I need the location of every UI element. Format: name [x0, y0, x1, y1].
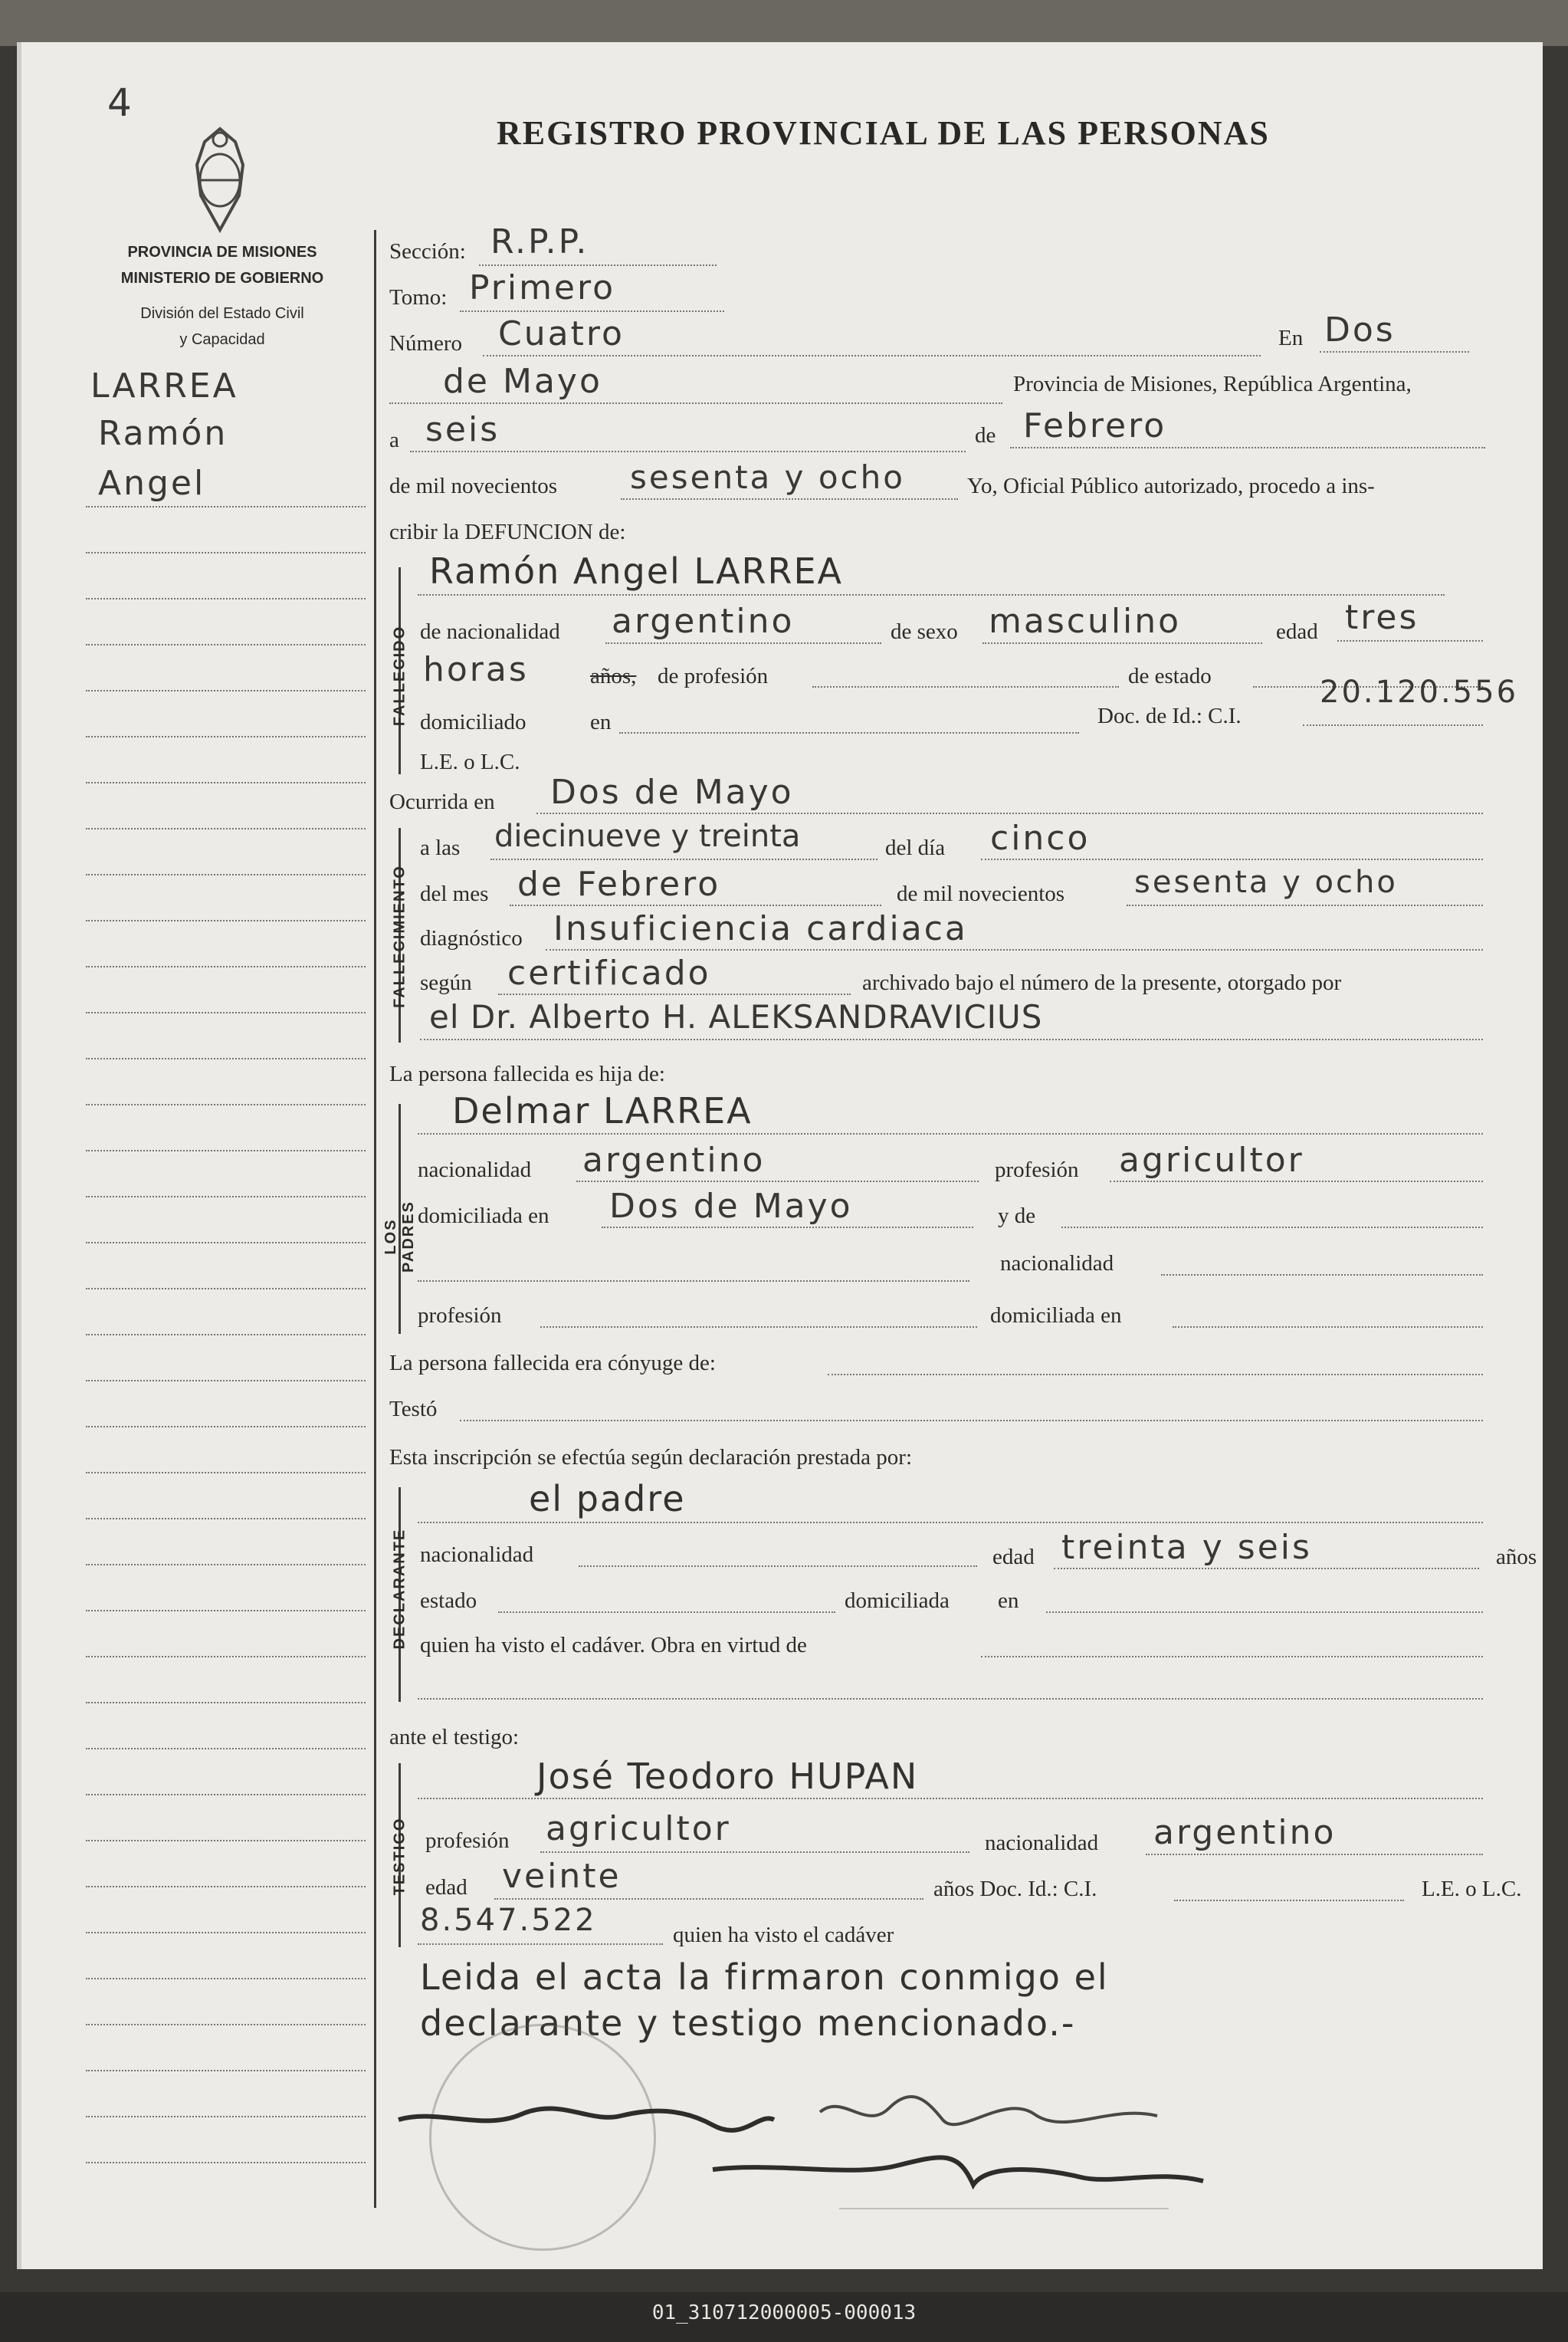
line — [479, 264, 717, 266]
label-padre-profesion: profesión — [995, 1158, 1079, 1182]
header-capacity: y Capacidad — [179, 331, 265, 348]
header-division: División del Estado Civil — [140, 305, 304, 322]
line — [576, 1181, 979, 1182]
label-testigo-quien-visto: quien ha visto el cadáver — [673, 1923, 894, 1947]
label-madre-domiciliada: domiciliada en — [990, 1303, 1122, 1328]
line — [1173, 1326, 1483, 1328]
margin-ruled-line — [86, 1334, 366, 1335]
value-lugar: de Mayo — [443, 362, 602, 401]
line — [418, 1522, 1483, 1523]
value-ocurrida: Dos de Mayo — [550, 773, 794, 812]
margin-ruled-line — [86, 690, 366, 691]
label-declarante-domiciliada: domiciliada — [845, 1588, 950, 1613]
margin-ruled-line — [86, 1518, 366, 1519]
value-anio-fallecimiento: sesenta y ocho — [1134, 865, 1398, 900]
margin-ruled-line — [86, 2024, 366, 2025]
label-oficial: Yo, Oficial Público autorizado, procedo a ins- — [967, 474, 1375, 498]
margin-ruled-line — [86, 874, 366, 875]
label-de: de — [975, 423, 996, 448]
value-edad-unidad: horas — [423, 650, 529, 689]
side-label-declarante: DECLARANTE — [391, 1528, 408, 1650]
margin-ruled-line — [86, 2070, 366, 2071]
label-inscribir: cribir la DEFUNCION de: — [389, 520, 626, 544]
line — [1161, 1274, 1483, 1276]
margin-ruled-line — [86, 1380, 366, 1381]
margin-ruled-line — [86, 828, 366, 829]
line — [812, 686, 1119, 688]
margin-ruled-line — [86, 2162, 366, 2163]
value-segun: certificado — [507, 954, 711, 993]
line — [981, 1656, 1483, 1657]
value-declarante-edad: treinta y seis — [1061, 1528, 1312, 1567]
header-province: PROVINCIA DE MISIONES — [127, 244, 317, 261]
value-nacionalidad: argentino — [612, 602, 795, 641]
label-mil-novecientos-2: de mil novecientos — [897, 882, 1065, 906]
label-segun: según — [420, 971, 472, 995]
line — [540, 1326, 977, 1328]
line — [1337, 640, 1483, 642]
margin-ruled-line — [86, 1012, 366, 1013]
page-number: 4 — [107, 80, 134, 125]
line — [602, 1227, 973, 1228]
label-anos-tachado: años, — [590, 664, 637, 688]
value-seccion: R.P.P. — [490, 222, 589, 261]
label-del-mes: del mes — [420, 882, 489, 906]
label-declarante-nacionalidad: nacionalidad — [420, 1542, 534, 1567]
margin-ruled-line — [86, 1978, 366, 1979]
line — [389, 402, 1002, 404]
label-testigo-nacionalidad: nacionalidad — [985, 1831, 1099, 1855]
label-edad: edad — [1276, 619, 1318, 644]
label-testigo-le-lc: L.E. o L.C. — [1422, 1877, 1522, 1901]
margin-ruled-line — [86, 1472, 366, 1473]
label-doc-id: Doc. de Id.: C.I. — [1097, 704, 1242, 728]
label-estado-de: de estado — [1128, 664, 1212, 688]
value-padre-domicilio: Dos de Mayo — [609, 1187, 853, 1226]
margin-surname: LARREA — [90, 366, 238, 406]
label-testigo-edad: edad — [425, 1875, 467, 1900]
line — [1146, 1854, 1483, 1855]
margin-ruled-line — [86, 1840, 366, 1841]
label-diagnostico: diagnóstico — [420, 926, 523, 951]
label-tomo: Tomo: — [389, 285, 448, 310]
label-domiciliado-en: en — [590, 710, 612, 734]
line — [536, 813, 1483, 814]
label-testo: Testó — [389, 1397, 438, 1421]
line — [418, 1133, 1483, 1135]
value-testigo-profesion: agricultor — [546, 1809, 731, 1848]
line — [1010, 447, 1485, 448]
margin-ruled-line — [86, 1288, 366, 1289]
closing-note-line-2: declarante y testigo mencionado.- — [420, 2002, 1076, 2044]
signatures — [391, 2078, 1249, 2216]
scan-identifier: 01_310712000005-000013 — [651, 2301, 917, 2324]
label-conyuge: La persona fallecida era cónyuge de: — [389, 1351, 716, 1375]
label-testigo-profesion: profesión — [425, 1828, 510, 1853]
margin-ruled-line — [86, 1564, 366, 1565]
label-a-las: a las — [420, 836, 461, 860]
value-medico: el Dr. Alberto H. ALEKSANDRAVICIUS — [429, 998, 1043, 1036]
value-diagnostico: Insuficiencia cardiaca — [553, 909, 968, 948]
margin-ruled-line — [86, 782, 366, 783]
line — [1303, 724, 1483, 726]
line — [498, 994, 851, 995]
margin-ruled-line — [86, 920, 366, 921]
value-padre-nacionalidad: argentino — [582, 1141, 766, 1180]
value-tomo: Primero — [469, 268, 616, 307]
label-le-lc: L.E. o L.C. — [420, 750, 520, 774]
value-declarante: el padre — [529, 1478, 686, 1519]
line — [1110, 1181, 1483, 1182]
line — [605, 642, 881, 644]
value-testigo-nacionalidad: argentino — [1153, 1813, 1337, 1852]
margin-ruled-line — [86, 552, 366, 553]
margin-ruled-line — [86, 1242, 366, 1243]
value-fallecido-nombre: Ramón Angel LARREA — [429, 550, 844, 592]
label-domiciliado: domiciliado — [420, 710, 526, 734]
margin-ruled-line — [86, 506, 366, 507]
line — [490, 859, 877, 860]
value-testigo-ci: 8.547.522 — [420, 1903, 597, 1938]
line — [418, 1280, 969, 1282]
line — [540, 1851, 969, 1853]
label-hija-de: La persona fallecida es hija de: — [389, 1062, 665, 1086]
margin-ruled-line — [86, 1104, 366, 1105]
line — [1054, 1568, 1479, 1569]
label-ante-testigo: ante el testigo: — [389, 1725, 520, 1749]
margin-ruled-line — [86, 1058, 366, 1059]
value-testigo-nombre: José Teodoro HUPAN — [536, 1756, 919, 1797]
label-quien-visto: quien ha visto el cadáver. Obra en virtud de — [420, 1633, 807, 1657]
label-madre-profesion: profesión — [418, 1303, 502, 1328]
margin-ruled-line — [86, 1932, 366, 1933]
line — [1061, 1227, 1483, 1228]
margin-ruled-line — [86, 1426, 366, 1427]
page-title: REGISTRO PROVINCIAL DE LAS PERSONAS — [497, 114, 1270, 152]
label-padre-domiciliada: domiciliada en — [418, 1204, 549, 1228]
margin-ruled-line — [86, 644, 366, 645]
label-nacionalidad-de: de nacionalidad — [420, 619, 560, 644]
margin-ruled-line — [86, 1702, 366, 1703]
label-del-dia: del día — [885, 836, 946, 860]
value-mes-fallecimiento: de Febrero — [517, 865, 721, 904]
margin-ruled-line — [86, 736, 366, 737]
margin-ruled-line — [86, 1656, 366, 1657]
margin-ruled-line — [86, 1794, 366, 1795]
value-hora: diecinueve y treinta — [494, 819, 801, 854]
line — [1127, 905, 1483, 906]
side-label-testigo: TESTIGO — [391, 1817, 408, 1896]
label-madre-nacionalidad: nacionalidad — [1000, 1251, 1114, 1276]
label-declarante-edad: edad — [992, 1545, 1035, 1569]
label-padre-nacionalidad: nacionalidad — [418, 1158, 532, 1182]
margin-ruled-line — [86, 1196, 366, 1197]
line — [420, 1039, 1483, 1040]
line — [1046, 1611, 1483, 1613]
value-anio: sesenta y ocho — [630, 458, 905, 496]
margin-ruled-line — [86, 598, 366, 599]
line — [460, 1420, 1483, 1421]
label-inscripcion: Esta inscripción se efectúa según declaración prestada por: — [389, 1445, 913, 1470]
margin-ruled-line — [86, 1150, 366, 1151]
registry-stamp — [839, 2208, 1169, 2271]
value-mes: Febrero — [1023, 406, 1167, 445]
line — [418, 1943, 663, 1945]
label-archivado: archivado bajo el número de la presente, otorgado por — [862, 971, 1342, 995]
line — [1174, 1900, 1404, 1901]
side-label-padres: LOS PADRES — [382, 1201, 417, 1273]
label-a: a — [389, 428, 399, 452]
label-profesion-de: de profesión — [658, 664, 769, 688]
line — [981, 859, 1483, 860]
line — [418, 1798, 1483, 1799]
book-binding — [0, 0, 1568, 46]
line — [579, 1565, 977, 1567]
label-declarante-anos: años — [1496, 1545, 1537, 1569]
value-dia-fallecimiento: cinco — [990, 819, 1091, 858]
margin-divider — [374, 230, 376, 2208]
label-numero: Número — [389, 331, 463, 356]
margin-ruled-line — [86, 1748, 366, 1749]
side-label-fallecido: FALLECIDO — [391, 625, 408, 727]
margin-ruled-line — [86, 966, 366, 967]
margin-ruled-line — [86, 2116, 366, 2117]
margin-given-name-2: Angel — [98, 464, 206, 503]
margin-given-name-1: Ramón — [98, 414, 228, 453]
label-seccion: Sección: — [389, 239, 466, 264]
value-padre-nombre: Delmar LARREA — [452, 1090, 753, 1132]
line — [498, 1611, 835, 1613]
label-testigo-doc: años Doc. Id.: C.I. — [933, 1877, 1097, 1901]
value-ci: 20.120.556 — [1320, 675, 1519, 710]
line — [460, 310, 724, 312]
line — [410, 451, 966, 452]
line — [546, 949, 1483, 951]
value-edad: tres — [1345, 598, 1419, 637]
header-ministry: MINISTERIO DE GOBIERNO — [120, 270, 324, 287]
coat-of-arms-icon — [178, 123, 262, 238]
margin-ruled-line — [86, 1610, 366, 1611]
value-dia: seis — [425, 410, 500, 449]
value-padre-profesion: agricultor — [1119, 1141, 1304, 1180]
line — [619, 732, 1079, 734]
closing-note-line-1: Leida el acta la firmaron conmigo el — [420, 1956, 1109, 1998]
label-ocurrida: Ocurrida en — [389, 790, 495, 814]
label-provincia: Provincia de Misiones, República Argentina, — [1013, 372, 1412, 396]
value-testigo-edad: veinte — [502, 1857, 622, 1896]
label-declarante-en: en — [998, 1588, 1019, 1613]
line — [982, 642, 1262, 644]
line — [510, 905, 881, 906]
line — [418, 1698, 1483, 1700]
label-mil-novecientos: de mil novecientos — [389, 474, 558, 498]
line — [483, 355, 1261, 356]
label-sexo: de sexo — [891, 619, 958, 644]
line — [494, 1898, 923, 1900]
line — [621, 498, 958, 500]
line — [828, 1374, 1483, 1375]
side-label-fallecimiento: FALLECIMIENTO — [391, 865, 408, 1008]
value-en: Dos — [1324, 310, 1396, 350]
value-sexo: masculino — [989, 602, 1182, 641]
label-en: En — [1278, 326, 1304, 350]
label-declarante-estado: estado — [420, 1588, 477, 1613]
label-y-de: y de — [998, 1204, 1036, 1228]
line — [1320, 351, 1469, 353]
line — [418, 594, 1445, 596]
margin-ruled-line — [86, 1886, 366, 1887]
value-numero: Cuatro — [498, 314, 625, 353]
